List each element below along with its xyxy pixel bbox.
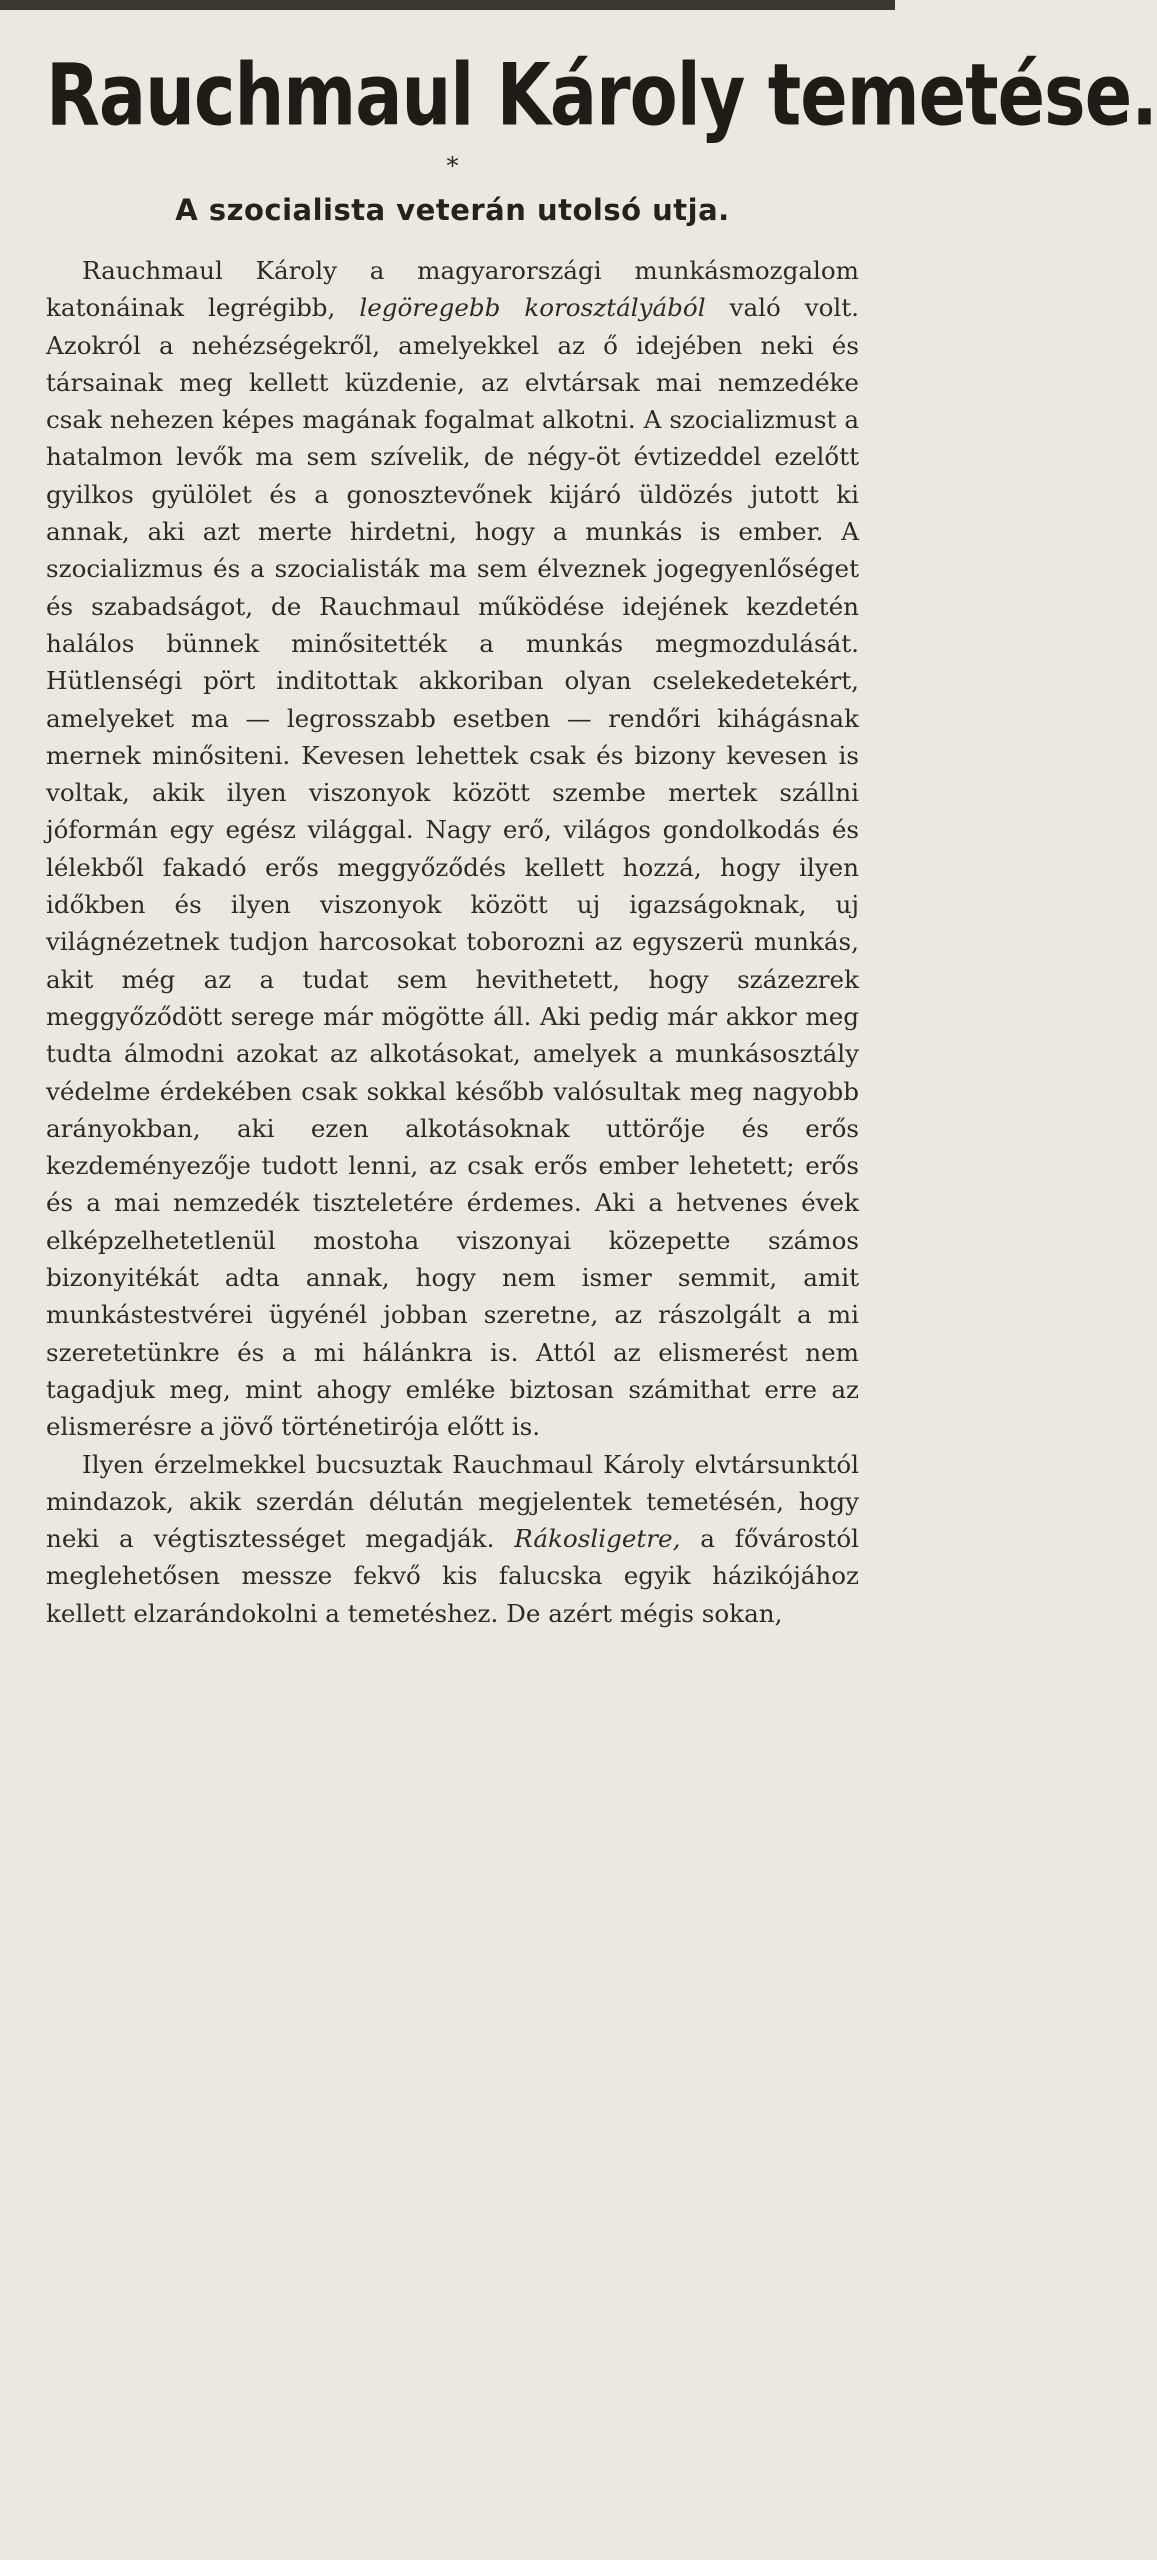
article-headline: Rauchmaul Károly temetése.	[46, 45, 1157, 146]
paragraph-1	[46, 252, 859, 1446]
paragraph-1-italic: legöregebb korosztályából	[359, 293, 706, 323]
article-subheading: A szocialista veterán utolsó utja.	[175, 193, 730, 227]
paragraph-1-text-a: Rauchmaul Károly a magyarországi munkásmozgalom katonáinak legrégibb,	[46, 256, 859, 323]
paragraph-2	[46, 1446, 859, 1632]
asterisk-ornament: *	[446, 152, 459, 180]
paragraph-2-text-c: a fővárostól meglehetősen messze fekvő kis falucska egyik házikójához kellett elzarándokolni a temetéshez. De azért mégis sokan,	[46, 1524, 859, 1628]
paragraph-2-italic: Rákosligetre,	[514, 1524, 681, 1554]
paragraph-2-text-a: Ilyen érzelmekkel bucsuztak Rauchmaul Károly elvtársunktól mindazok, akik szerdán délután megjelentek temetésén, hogy neki a végtisztességet megadják.	[46, 1449, 859, 1554]
article-body	[46, 252, 859, 1632]
paragraph-1-text-c: való volt. Azokról a nehézségekről, amelyekkel az ő idejében neki és társainak meg kellett küzdenie, az elvtársak mai nemzedéke csak nehezen képes magának fogalmat alkotni. A szocializmust a hatalmon levők ma sem szívelik, de négy-öt évtizeddel ezelőtt gyilkos gyülölet és a gonosztevőnek kijáró üldözés jutott ki annak, aki azt merte hirdetni, hogy a munkás is ember. A szocializmus és a szocialisták ma sem élveznek jogegyenlőséget és szabadságot, de Rauchmaul működése idejének kezdetén halálos bünnek minősitették a munkás megmozdulását. Hütlenségi pört inditottak akkoriban olyan cselekedetekért, amelyeket ma — legrosszabb esetben — rendőri kihágásnak mernek minősiteni. Kevesen lehettek csak és bizony kevesen is voltak, akik ilyen viszonyok között szembe mertek szállni jóformán egy egész világgal. Nagy erő, világos gondolkodás és lélekből fakadó erős meggyőződés kellett hozzá, hogy ilyen időkben és ilyen viszonyok között uj igazságoknak, uj világnézetnek tudjon harcosokat toborozni az egyszerü munkás, akit még az a tudat sem hevithetett, hogy százezrek meggyőződött serege már mögötte áll. Aki pedig már akkor meg tudta álmodni azokat az alkotásokat, amelyek a munkásosztály védelme érdekében csak sokkal később valósultak meg nagyobb arányokban, aki ezen alkotásoknak uttörője és erős kezdeményezője tudott lenni, az csak erős ember lehetett; erős és a mai nemzedék tiszteletére érdemes. Aki a hetvenes évek elképzelhetetlenül mostoha viszonyai közepette számos bizonyitékát adta annak, hogy nem ismer semmit, amit munkástestvérei ügyénél jobban szeretne, az rászolgált a mi szeretetünkre és a mi hálánkra is. Attól az elismerést nem tagadjuk meg, mint ahogy emléke biztosan számithat erre az elismerésre a jövő történetirója előtt is.	[46, 293, 859, 1442]
